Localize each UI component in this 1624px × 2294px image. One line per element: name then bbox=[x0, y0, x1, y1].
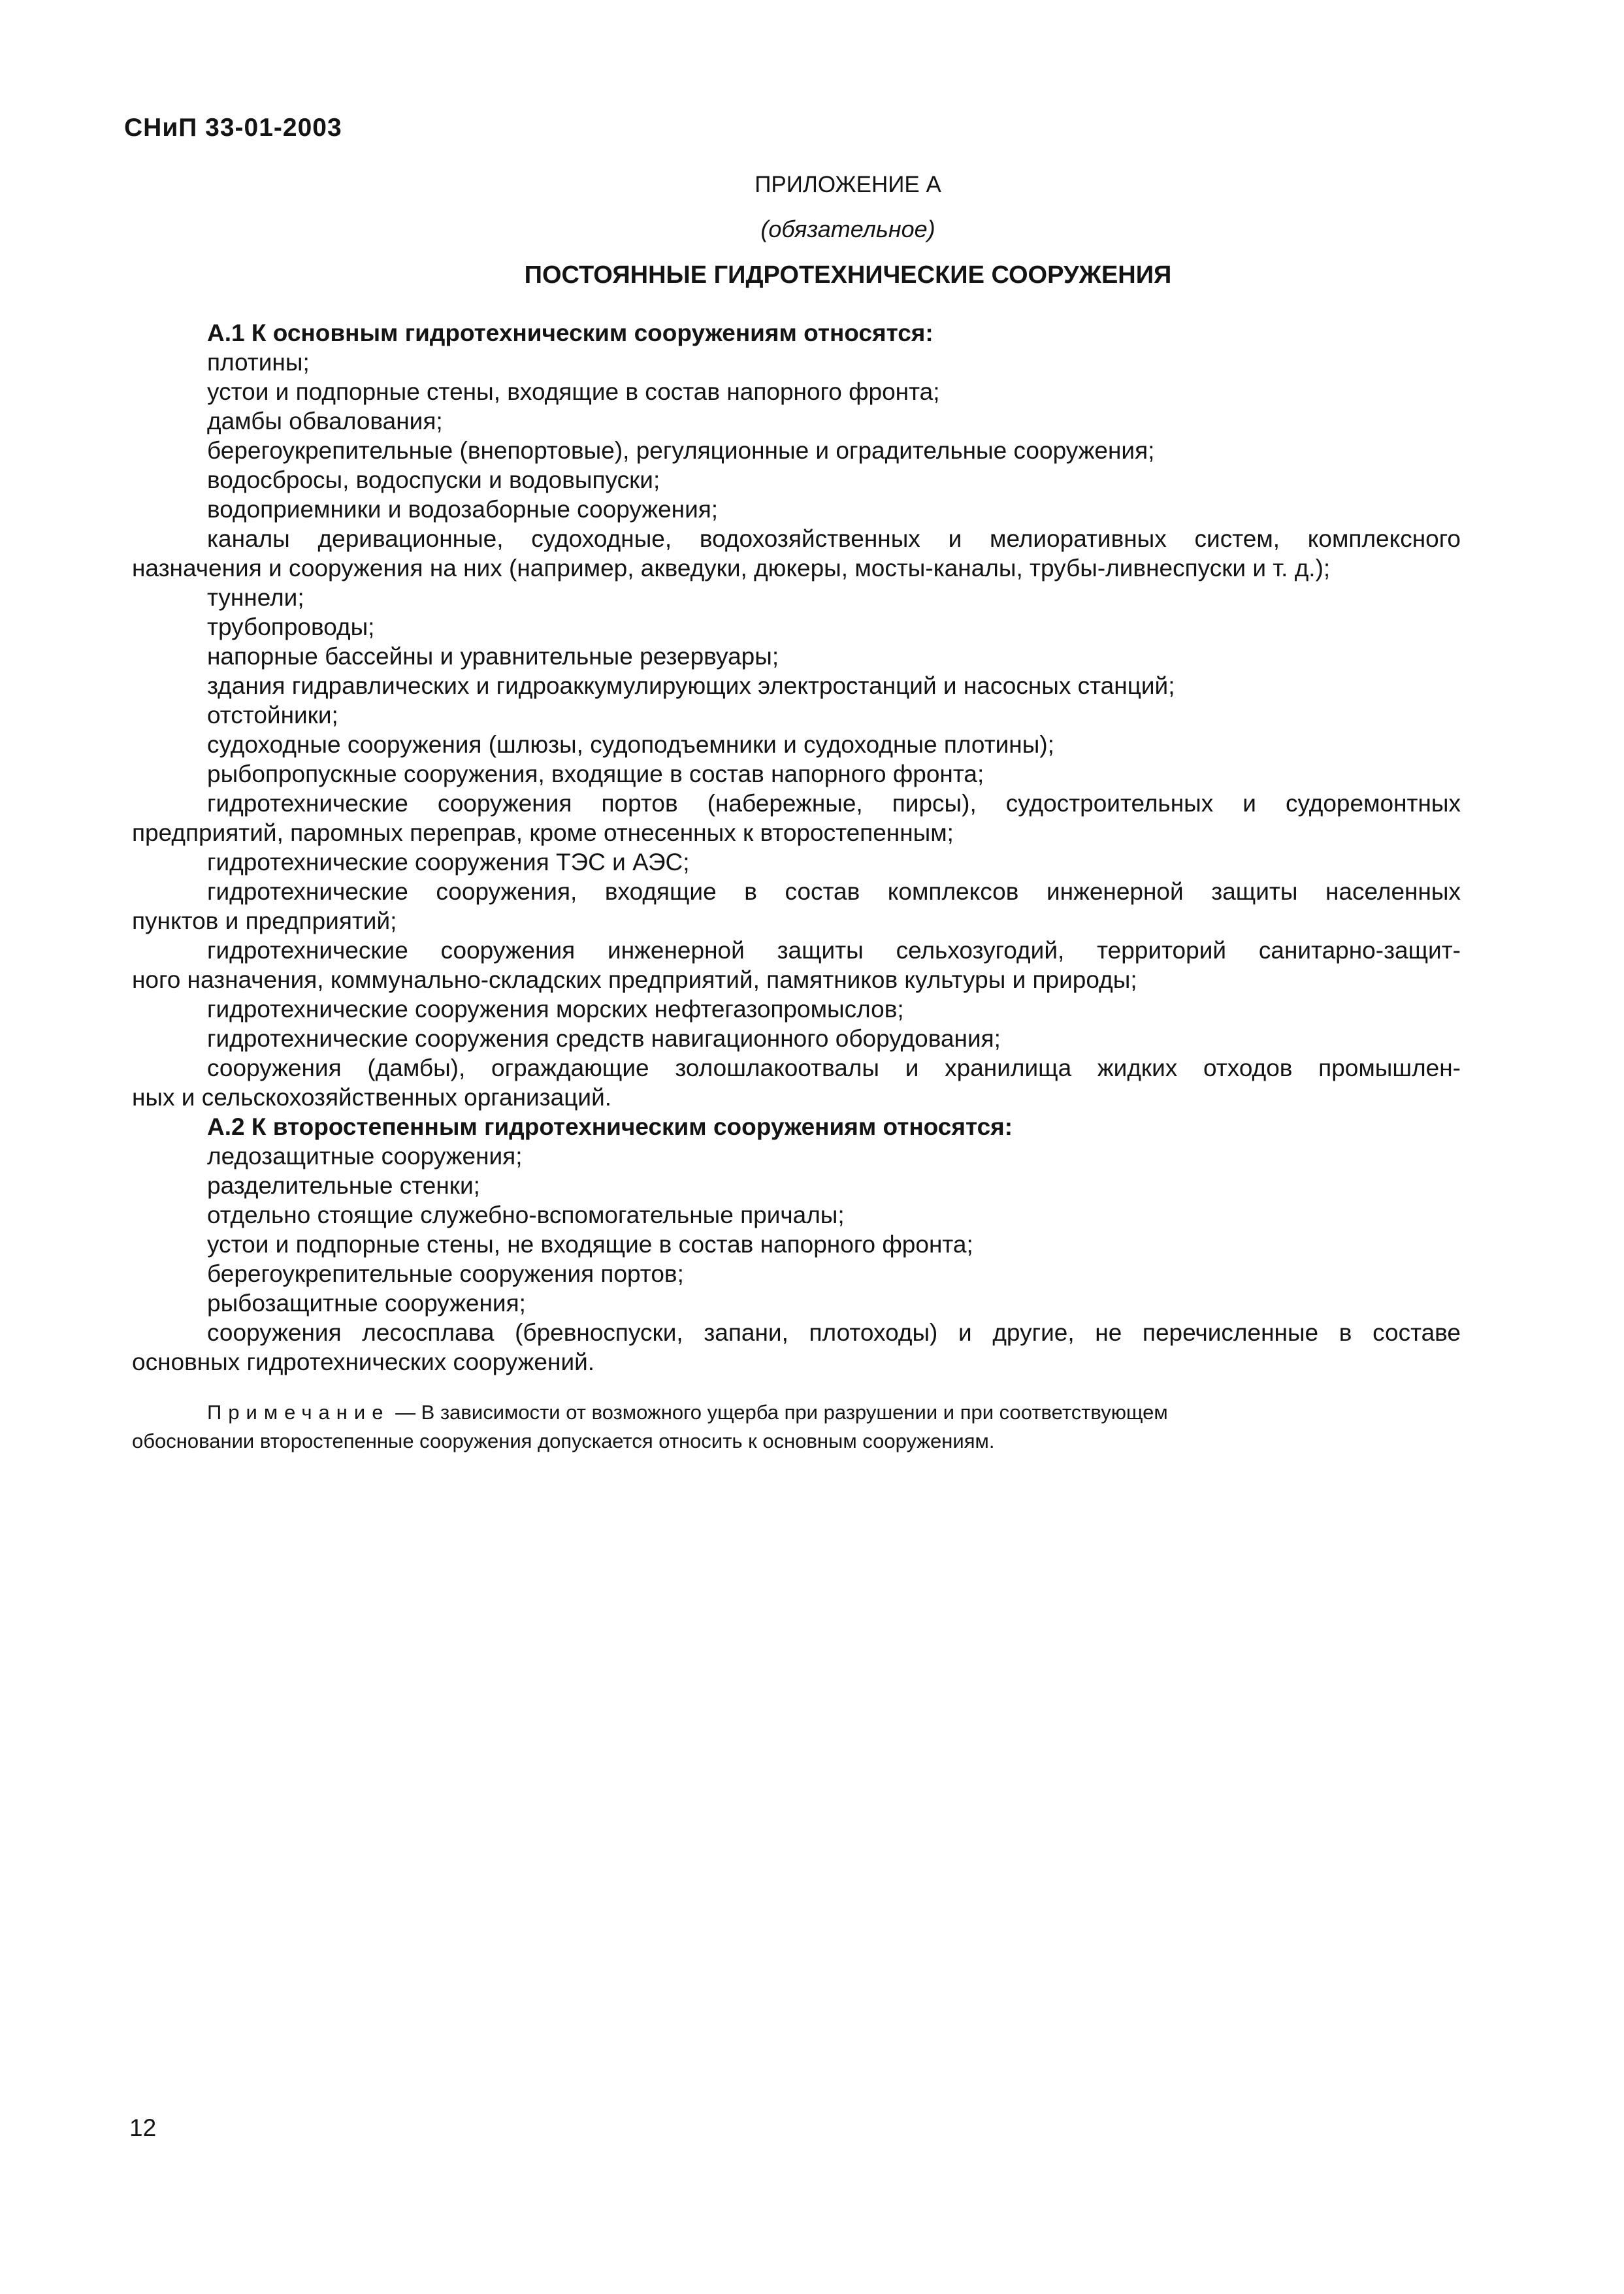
list-item-continuation: предприятий, паромных переправ, кроме отнесенных к второстепенным; bbox=[132, 819, 954, 846]
appendix-body bbox=[132, 318, 1461, 1377]
section-a1-heading: А.1 К основным гидротехническим сооружениям относятся: bbox=[207, 320, 934, 346]
list-item: сооружения лесосплава (бревноспуски, запани, плотоходы) и другие, не перечисленные в составе bbox=[207, 1319, 1461, 1346]
note-text: — В зависимости от возможного ущерба при разрушении и при соответствующем bbox=[395, 1401, 1168, 1424]
section-a2-heading: А.2 К второстепенным гидротехническим сооружениям относятся: bbox=[207, 1113, 1013, 1140]
note-line-1 bbox=[132, 1398, 1461, 1427]
note-line-2: обосновании второстепенные сооружения допускается относить к основным сооружениям. bbox=[132, 1430, 995, 1452]
appendix-label: ПРИЛОЖЕНИЕ А bbox=[755, 172, 941, 197]
note bbox=[132, 1398, 1461, 1456]
list-item: устои и подпорные стены, входящие в состав напорного фронта; bbox=[207, 378, 940, 405]
list-item-continuation: ного назначения, коммунально-складских предприятий, памятников культуры и природы; bbox=[132, 966, 1137, 993]
note-prefix: Примечание bbox=[207, 1401, 390, 1424]
list-item-continuation: основных гидротехнических сооружений. bbox=[132, 1349, 595, 1375]
list-item: судоходные сооружения (шлюзы, судоподъемники и судоходные плотины); bbox=[207, 731, 1054, 758]
list-item: отдельно стоящие служебно-вспомогательные причалы; bbox=[207, 1202, 845, 1228]
page-number: 12 bbox=[129, 2114, 157, 2141]
list-item: дамбы обвалования; bbox=[207, 408, 443, 434]
list-item: водосбросы, водоспуски и водовыпуски; bbox=[207, 467, 660, 493]
list-item: рыбозащитные сооружения; bbox=[207, 1290, 526, 1317]
list-item: отстойники; bbox=[207, 702, 338, 729]
list-item-continuation: ных и сельскохозяйственных организаций. bbox=[132, 1084, 612, 1111]
list-item: гидротехнические сооружения инженерной защиты сельхозугодий, территорий санитарно-защит- bbox=[207, 937, 1461, 964]
appendix-title: ПОСТОЯННЫЕ ГИДРОТЕХНИЧЕСКИЕ СООРУЖЕНИЯ bbox=[524, 261, 1172, 289]
document-code: СНиП 33-01-2003 bbox=[124, 114, 342, 142]
list-item: гидротехнические сооружения ТЭС и АЭС; bbox=[207, 849, 690, 876]
list-item: гидротехнические сооружения средств навигационного оборудования; bbox=[207, 1025, 1001, 1052]
list-item: туннели; bbox=[207, 584, 304, 611]
list-item: трубопроводы; bbox=[207, 614, 375, 640]
list-item-continuation: назначения и сооружения на них (например, акведуки, дюкеры, мосты-каналы, трубы-ливнеспуски и т. д.); bbox=[132, 555, 1331, 582]
list-item: устои и подпорные стены, не входящие в состав напорного фронта; bbox=[207, 1231, 973, 1258]
list-item: плотины; bbox=[207, 349, 310, 376]
appendix-status: (обязательное) bbox=[760, 216, 935, 242]
list-item: каналы деривационные, судоходные, водохозяйственных и мелиоративных систем, комплексного bbox=[207, 525, 1461, 552]
list-item: ледозащитные сооружения; bbox=[207, 1143, 523, 1170]
list-item: разделительные стенки; bbox=[207, 1172, 480, 1199]
list-item: сооружения (дамбы), ограждающие золошлакоотвалы и хранилища жидких отходов промышлен- bbox=[207, 1055, 1461, 1081]
list-item: гидротехнические сооружения морских нефтегазопромыслов; bbox=[207, 996, 904, 1023]
list-item: водоприемники и водозаборные сооружения; bbox=[207, 496, 719, 523]
list-item: берегоукрепительные сооружения портов; bbox=[207, 1260, 684, 1287]
list-item: берегоукрепительные (внепортовые), регуляционные и оградительные сооружения; bbox=[207, 437, 1155, 464]
list-item: гидротехнические сооружения портов (набережные, пирсы), судостроительных и судоремонтных bbox=[207, 790, 1461, 817]
list-item: здания гидравлических и гидроаккумулирующих электростанций и насосных станций; bbox=[207, 672, 1175, 699]
list-item: рыбопропускные сооружения, входящие в состав напорного фронта; bbox=[207, 761, 984, 787]
list-item: напорные бассейны и уравнительные резервуары; bbox=[207, 643, 779, 670]
list-item-continuation: пунктов и предприятий; bbox=[132, 908, 397, 934]
list-item: гидротехнические сооружения, входящие в состав комплексов инженерной защиты населенных bbox=[207, 878, 1461, 905]
